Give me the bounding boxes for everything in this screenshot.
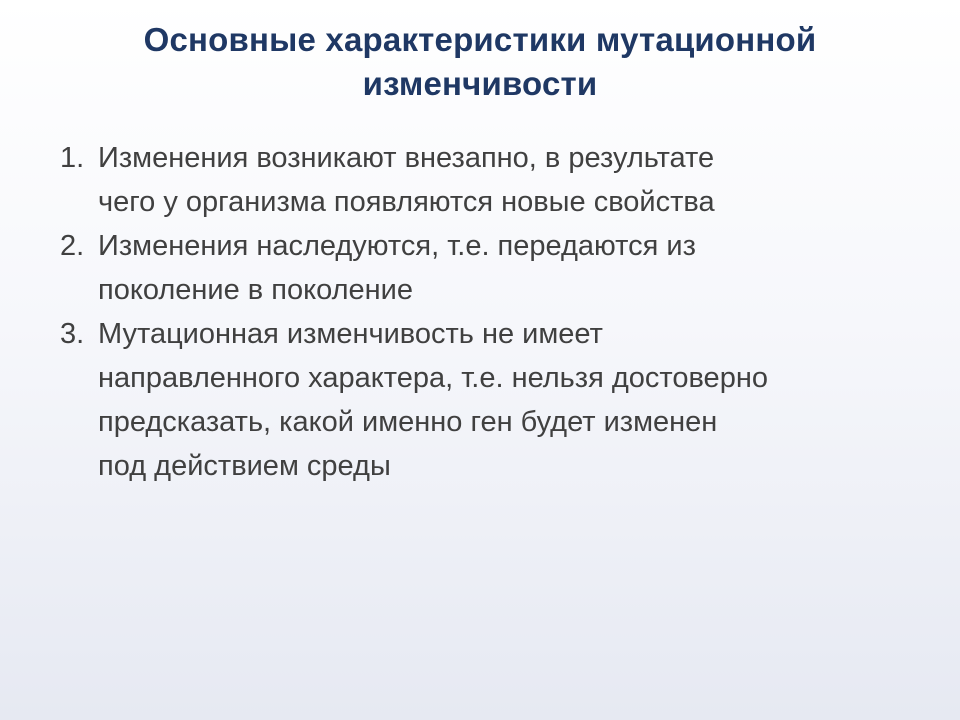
list-item-line: Изменения наследуются, т.е. передаются из (98, 230, 696, 262)
list-item-text (98, 136, 920, 224)
list-item-line: поколение в поколение (98, 274, 413, 306)
list-item-2 (60, 224, 920, 312)
list-item-3 (60, 312, 920, 488)
list-item-line: Изменения возникают внезапно, в результате (98, 142, 715, 174)
list-item-line: направленного характера, т.е. нельзя достоверно (98, 362, 768, 394)
list-item-line: под действием среды (98, 450, 391, 482)
list-item-number: 1. (60, 142, 85, 174)
slide-title-line-2: изменчивости (362, 65, 598, 102)
numbered-list (60, 136, 920, 488)
list-item-number: 2. (60, 230, 85, 262)
list-item-line: чего у организма появляются новые свойства (98, 186, 715, 218)
list-item-text (98, 224, 920, 312)
list-item-line: Мутационная изменчивость не имеет (98, 318, 603, 350)
slide-title-line-1: Основные характеристики мутационной (143, 21, 817, 58)
slide-title (60, 18, 900, 106)
list-item-text (98, 312, 920, 488)
list-item-1 (60, 136, 920, 224)
list-item-line: предсказать, какой именно ген будет изменен (98, 406, 718, 438)
list-item-number: 3. (60, 318, 85, 350)
